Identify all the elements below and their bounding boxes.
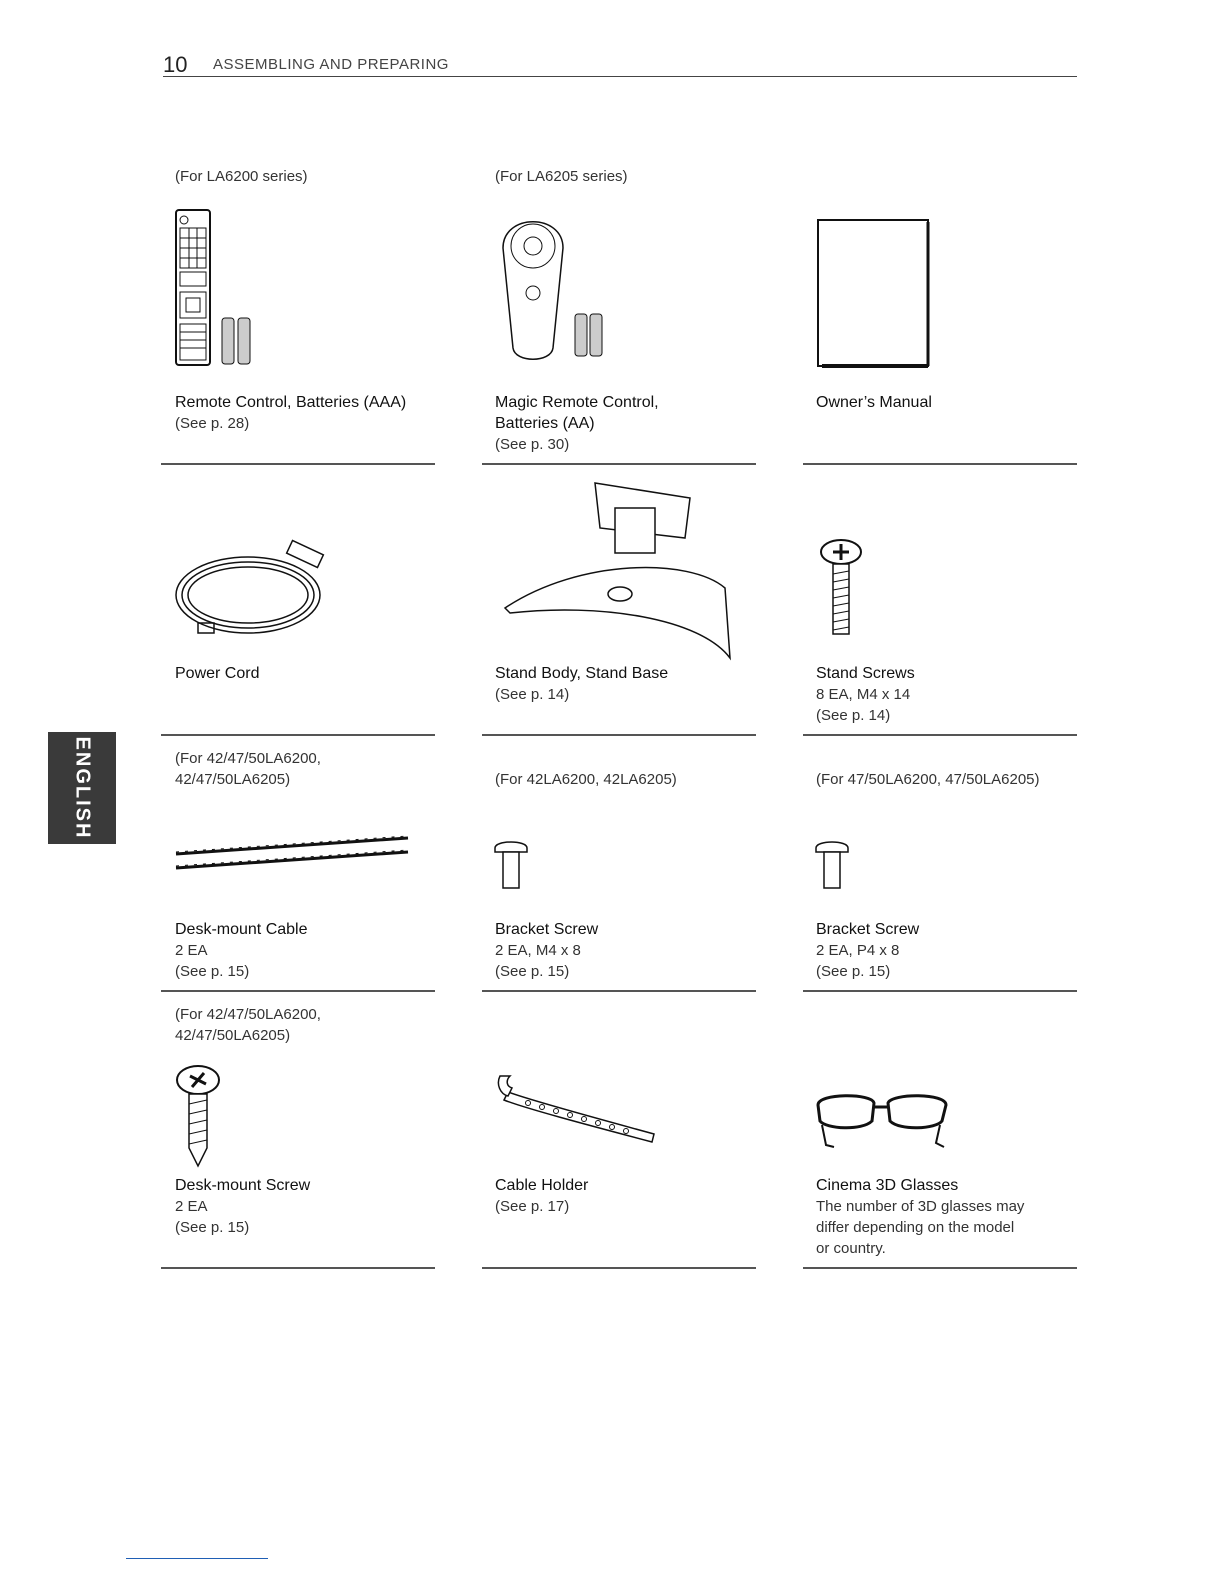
item-detail-desk-cable-ref: (See p. 15) [175,963,250,980]
item-detail-stand: (See p. 14) [495,686,570,703]
language-tab [48,732,116,844]
item-name-remote: Remote Control, Batteries (AAA) [175,394,407,411]
model-note-line1: (For 42/47/50LA6200, [175,1006,321,1023]
3d-glasses-icon [812,1085,952,1155]
item-name-desk-cable: Desk-mount Cable [175,921,308,938]
divider [803,734,1077,736]
manual-book-icon [814,216,934,372]
item-detail-desk-cable-qty: 2 EA [175,942,208,959]
divider [482,990,756,992]
item-name-manual: Owner’s Manual [816,394,932,411]
item-name-desk-screw: Desk-mount Screw [175,1177,311,1194]
bracket-screw-p4-icon [814,838,850,890]
footer-rule [126,1558,268,1559]
series-note-la6200: (For LA6200 series) [175,168,308,185]
item-detail-glasses-2: differ depending on the model [816,1219,1015,1236]
item-detail-desk-screw-ref: (See p. 15) [175,1219,250,1236]
stand-icon [500,478,740,668]
language-tab-label: ENGLISH [71,736,94,840]
page-header [163,52,1077,77]
model-note-line2: 42/47/50LA6205) [175,1027,291,1044]
page-number: 10 [163,52,188,77]
desk-mount-cable-icon [172,832,412,876]
item-name-stand-screws: Stand Screws [816,665,915,682]
item-name-bracket-m4: Bracket Screw [495,921,599,938]
item-name-stand: Stand Body, Stand Base [495,665,669,682]
divider [803,990,1077,992]
item-name-power-cord: Power Cord [175,665,260,682]
item-detail-bracket-p4-qty: 2 EA, P4 x 8 [816,942,900,959]
divider [161,1267,435,1269]
divider [482,463,756,465]
divider [482,734,756,736]
divider [161,463,435,465]
series-note-la6205: (For LA6205 series) [495,168,628,185]
item-name-magic-remote-1: Magic Remote Control, [495,394,659,411]
model-note-42: (For 42LA6200, 42LA6205) [495,771,677,788]
stand-screw-icon [816,538,866,638]
model-note-line2: 42/47/50LA6205) [175,771,291,788]
model-note-47-50: (For 47/50LA6200, 47/50LA6205) [816,771,1040,788]
cable-holder-icon [494,1070,664,1150]
divider [803,463,1077,465]
bracket-screw-m4-icon [493,838,529,890]
item-name-bracket-p4: Bracket Screw [816,921,920,938]
item-detail-bracket-m4-qty: 2 EA, M4 x 8 [495,942,581,959]
item-name-cable-holder: Cable Holder [495,1177,589,1194]
item-detail-desk-screw-qty: 2 EA [175,1198,208,1215]
item-detail-glasses-1: The number of 3D glasses may [816,1198,1025,1215]
item-detail-bracket-p4-ref: (See p. 15) [816,963,891,980]
divider [161,734,435,736]
divider [482,1267,756,1269]
item-detail-magic-remote: (See p. 30) [495,436,570,453]
item-detail-stand-screws-ref: (See p. 14) [816,707,891,724]
divider [161,990,435,992]
item-detail-stand-screws-qty: 8 EA, M4 x 14 [816,686,911,703]
item-name-glasses: Cinema 3D Glasses [816,1177,959,1194]
item-detail-remote: (See p. 28) [175,415,250,432]
item-name-magic-remote-2: Batteries (AA) [495,415,595,432]
remote-control-icon [172,208,262,368]
section-title: ASSEMBLING AND PREPARING [213,56,449,73]
power-cord-icon [170,535,340,645]
item-detail-glasses-3: or country. [816,1240,886,1257]
magic-remote-icon [493,208,613,368]
item-detail-cable-holder: (See p. 17) [495,1198,570,1215]
item-detail-bracket-m4-ref: (See p. 15) [495,963,570,980]
model-note-line1: (For 42/47/50LA6200, [175,750,321,767]
desk-mount-screw-icon [174,1064,224,1168]
divider [803,1267,1077,1269]
